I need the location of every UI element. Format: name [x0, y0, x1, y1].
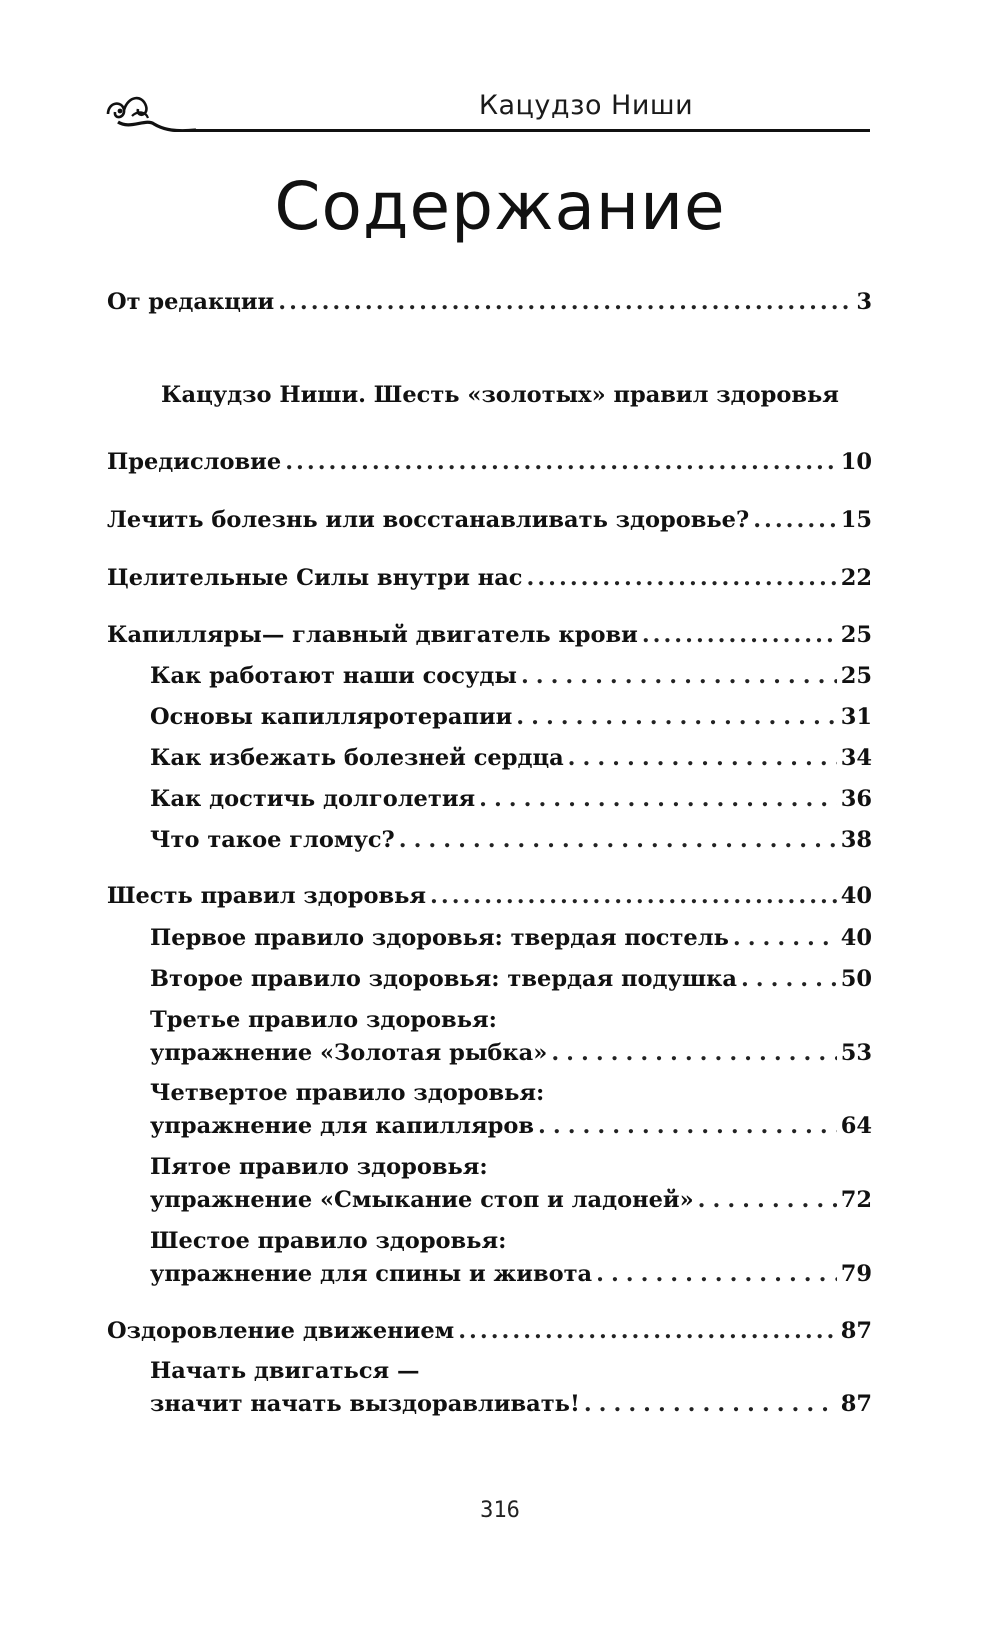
header-rule	[190, 129, 870, 132]
toc-entry-label: упражнение для спины и живота	[150, 1261, 593, 1287]
toc-entry-page: 64	[840, 1113, 872, 1139]
toc-entry-page: 3	[856, 289, 872, 315]
section-heading: Кацудзо Ниши. Шесть «золотых» правил здоровья	[161, 382, 839, 408]
toc-entry-label: Как достичь долголетия	[150, 786, 476, 812]
page-title: Содержание	[274, 168, 726, 245]
toc-entry-label: Шесть правил здоровья	[107, 883, 427, 909]
dot-leader	[458, 1313, 836, 1349]
toc-entry-page: 50	[840, 966, 872, 992]
toc-entry	[107, 284, 872, 320]
toc-entry-label: От редакции	[107, 289, 275, 315]
toc-entry-page: 22	[840, 565, 872, 591]
toc-entry-label: Как избежать болезней сердца	[150, 745, 564, 771]
dot-leader	[568, 740, 837, 776]
toc-entry-label: Целительные Силы внутри нас	[107, 565, 523, 591]
toc-entry-label: Второе правило здоровья: твердая подушка	[150, 966, 737, 992]
running-header	[106, 82, 870, 138]
toc-entry-page: 36	[840, 786, 872, 812]
dot-leader	[278, 284, 852, 320]
dot-leader	[584, 1386, 837, 1422]
toc-entry-label: Как работают наши сосуды	[150, 663, 517, 689]
toc-subentry	[150, 1108, 872, 1144]
toc-entry-label: Первое правило здоровья: твердая постель	[150, 925, 729, 951]
toc-subentry	[150, 1035, 872, 1071]
toc-entry-page: 25	[840, 663, 872, 689]
dot-leader	[521, 658, 837, 694]
toc-entry-label: Что такое гломус?	[150, 827, 395, 853]
toc-subentry	[150, 740, 872, 776]
toc-entry-page: 38	[840, 827, 872, 853]
toc-subentry	[150, 658, 872, 694]
toc-subentry-line1: Четвертое правило здоровья:	[150, 1080, 545, 1106]
toc-subentry	[150, 961, 872, 997]
toc-entry-page: 25	[840, 622, 872, 648]
toc-subentry	[150, 822, 872, 858]
dot-leader	[516, 699, 836, 735]
toc-entry	[107, 878, 872, 914]
toc-subentry-line1: Третье правило здоровья:	[150, 1007, 497, 1033]
running-title: Кацудзо Ниши	[478, 90, 694, 121]
dot-leader	[399, 822, 837, 858]
toc-entry-page: 87	[840, 1391, 872, 1417]
toc-entry-page: 31	[840, 704, 872, 730]
dot-leader	[698, 1182, 837, 1218]
dot-leader	[285, 444, 836, 480]
toc-subentry	[150, 781, 872, 817]
toc-entry-label: Оздоровление движением	[107, 1318, 455, 1344]
toc-entry-page: 79	[840, 1261, 872, 1287]
toc-subentry-line1: Шестое правило здоровья:	[150, 1228, 507, 1254]
toc-subentry	[150, 699, 872, 735]
toc-entry-page: 72	[840, 1187, 872, 1213]
toc-entry-page: 53	[840, 1040, 872, 1066]
toc-entry-label: Капилляры— главный двигатель крови	[107, 622, 638, 648]
toc-subentry	[150, 1386, 872, 1422]
toc-entry	[107, 444, 872, 480]
toc-entry-label: Основы капилляротерапии	[150, 704, 513, 730]
flourish-ornament-icon	[106, 88, 196, 132]
dot-leader	[526, 560, 836, 596]
toc-entry-label: упражнение «Золотая рыбка»	[150, 1040, 548, 1066]
toc-entry-label: упражнение «Смыкание стоп и ладоней»	[150, 1187, 694, 1213]
dot-leader	[642, 617, 837, 653]
dot-leader	[733, 920, 837, 956]
toc-entry	[107, 1313, 872, 1349]
dot-leader	[551, 1035, 836, 1071]
dot-leader	[538, 1108, 837, 1144]
toc-entry-label: Предисловие	[107, 449, 282, 475]
toc-entry-label: Лечить болезнь или восстанавливать здоровье?	[107, 507, 750, 533]
toc-subentry	[150, 1256, 872, 1292]
toc-entry	[107, 617, 872, 653]
dot-leader	[479, 781, 837, 817]
toc-subentry-line1: Начать двигаться —	[150, 1358, 420, 1384]
dot-leader	[430, 878, 837, 914]
toc-entry-page: 40	[840, 883, 872, 909]
toc-entry-page: 87	[840, 1318, 872, 1344]
toc-entry	[107, 502, 872, 538]
dot-leader	[753, 502, 837, 538]
toc-subentry	[150, 1182, 872, 1218]
toc-entry-page: 34	[840, 745, 872, 771]
toc-entry-label: упражнение для капилляров	[150, 1113, 535, 1139]
toc-entry-page: 15	[840, 507, 872, 533]
dot-leader	[596, 1256, 837, 1292]
toc-subentry	[150, 920, 872, 956]
toc-entry-page: 10	[840, 449, 872, 475]
toc-subentry-line1: Пятое правило здоровья:	[150, 1154, 488, 1180]
dot-leader	[741, 961, 837, 997]
page-number: 316	[480, 1498, 520, 1523]
toc-entry	[107, 560, 872, 596]
toc-entry-label: значит начать выздоравливать!	[150, 1391, 580, 1417]
toc-entry-page: 40	[840, 925, 872, 951]
